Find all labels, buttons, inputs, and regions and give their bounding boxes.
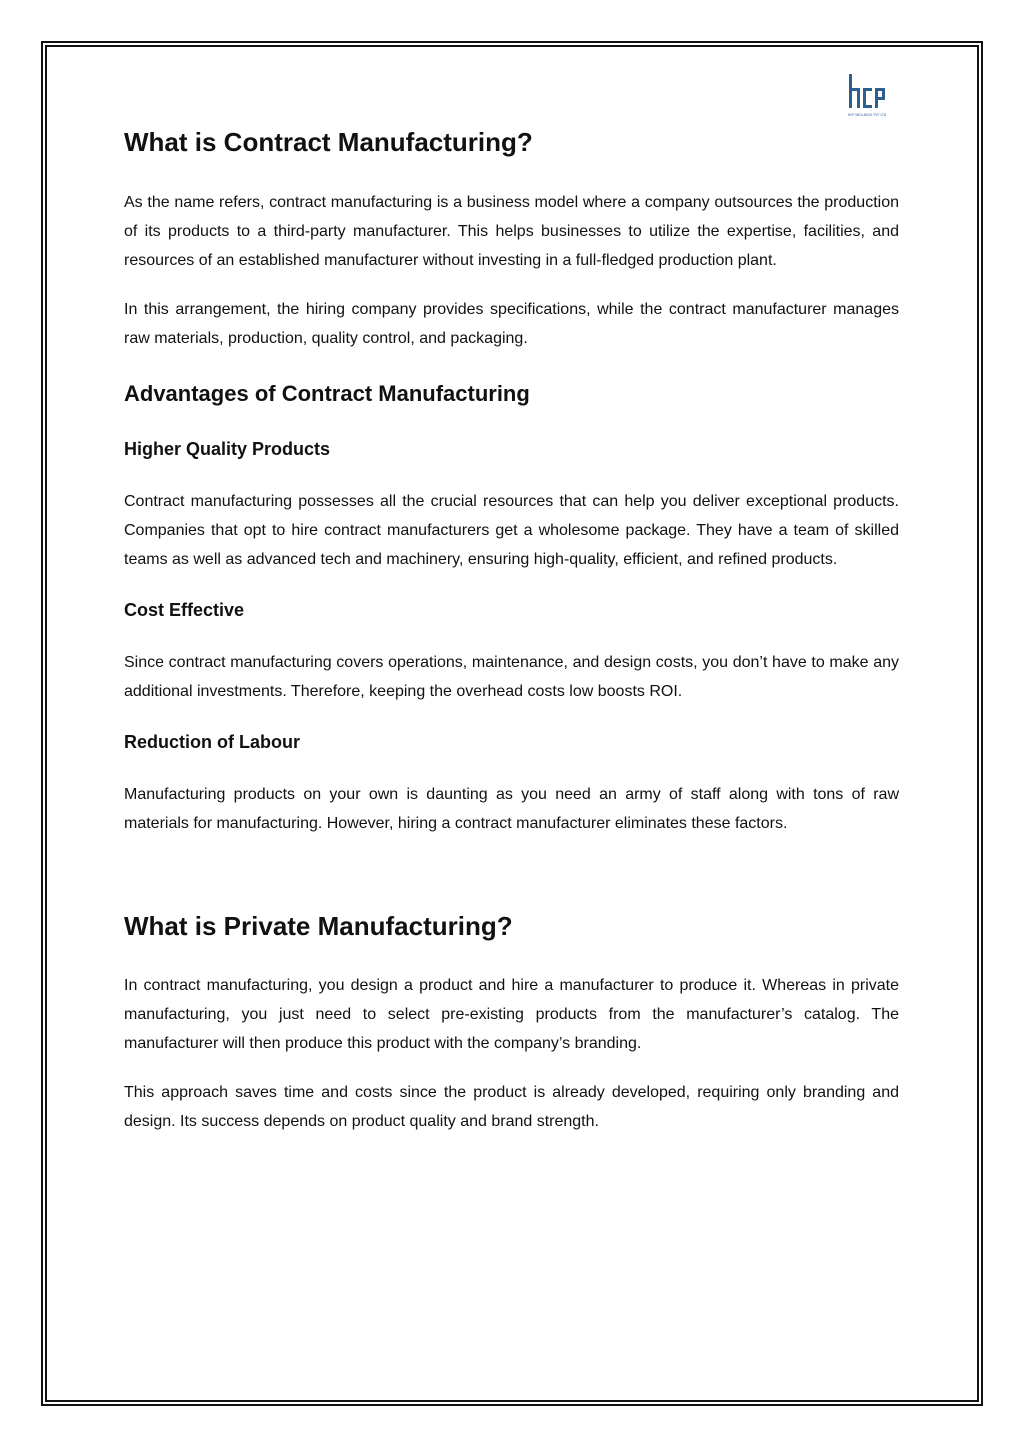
private-paragraph-1: In contract manufacturing, you design a product and hire a manufacturer to produce it. Whereas in private manufacturing, you just need to select pre-existing products from the manufacturer’s catalog. The manufacturer will then produce this product with the company’s branding. bbox=[124, 977, 899, 1052]
contract-paragraph-2: In this arrangement, the hiring company provides specifications, while the contract manufacturer manages raw materials, production, quality control, and packaging. bbox=[124, 301, 899, 347]
cost-heading: Cost Effective bbox=[124, 600, 245, 620]
quality-paragraph: Contract manufacturing possesses all the crucial resources that can help you deliver exceptional products. Companies that opt to hire contract manufacturers get a wholesome package. They have a team of skilled teams as well as advanced tech and machinery, ensuring high-quality, efficient, and refined products. bbox=[124, 493, 899, 568]
hcp-logo-icon bbox=[846, 70, 888, 118]
contract-manufacturing-heading: What is Contract Manufacturing? bbox=[124, 127, 533, 157]
labour-paragraph: Manufacturing products on your own is daunting as you need an army of staff along with tons of raw materials for manufacturing. However, hiring a contract manufacturer eliminates these factors. bbox=[124, 786, 899, 832]
cost-paragraph: Since contract manufacturing covers operations, maintenance, and design costs, you don’t have to make any additional investments. Therefore, keeping the overhead costs low boosts ROI. bbox=[124, 654, 899, 700]
logo-tagline: HCP WELLNESS PVT LTD bbox=[847, 113, 887, 117]
advantages-heading: Advantages of Contract Manufacturing bbox=[124, 381, 530, 406]
private-paragraph-2: This approach saves time and costs since the product is already developed, requiring only branding and design. Its success depends on product quality and brand strength. bbox=[124, 1084, 899, 1130]
contract-paragraph-1: As the name refers, contract manufacturing is a business model where a company outsources the production of its products to a third-party manufacturer. This helps businesses to utilize the expertise, facilities, and resources of an established manufacturer without investing in a full-fledged production plant. bbox=[124, 194, 899, 269]
document-body bbox=[124, 125, 899, 1136]
labour-heading: Reduction of Labour bbox=[124, 732, 300, 752]
company-logo bbox=[846, 70, 888, 118]
private-manufacturing-heading: What is Private Manufacturing? bbox=[124, 911, 513, 941]
quality-heading: Higher Quality Products bbox=[124, 439, 331, 459]
